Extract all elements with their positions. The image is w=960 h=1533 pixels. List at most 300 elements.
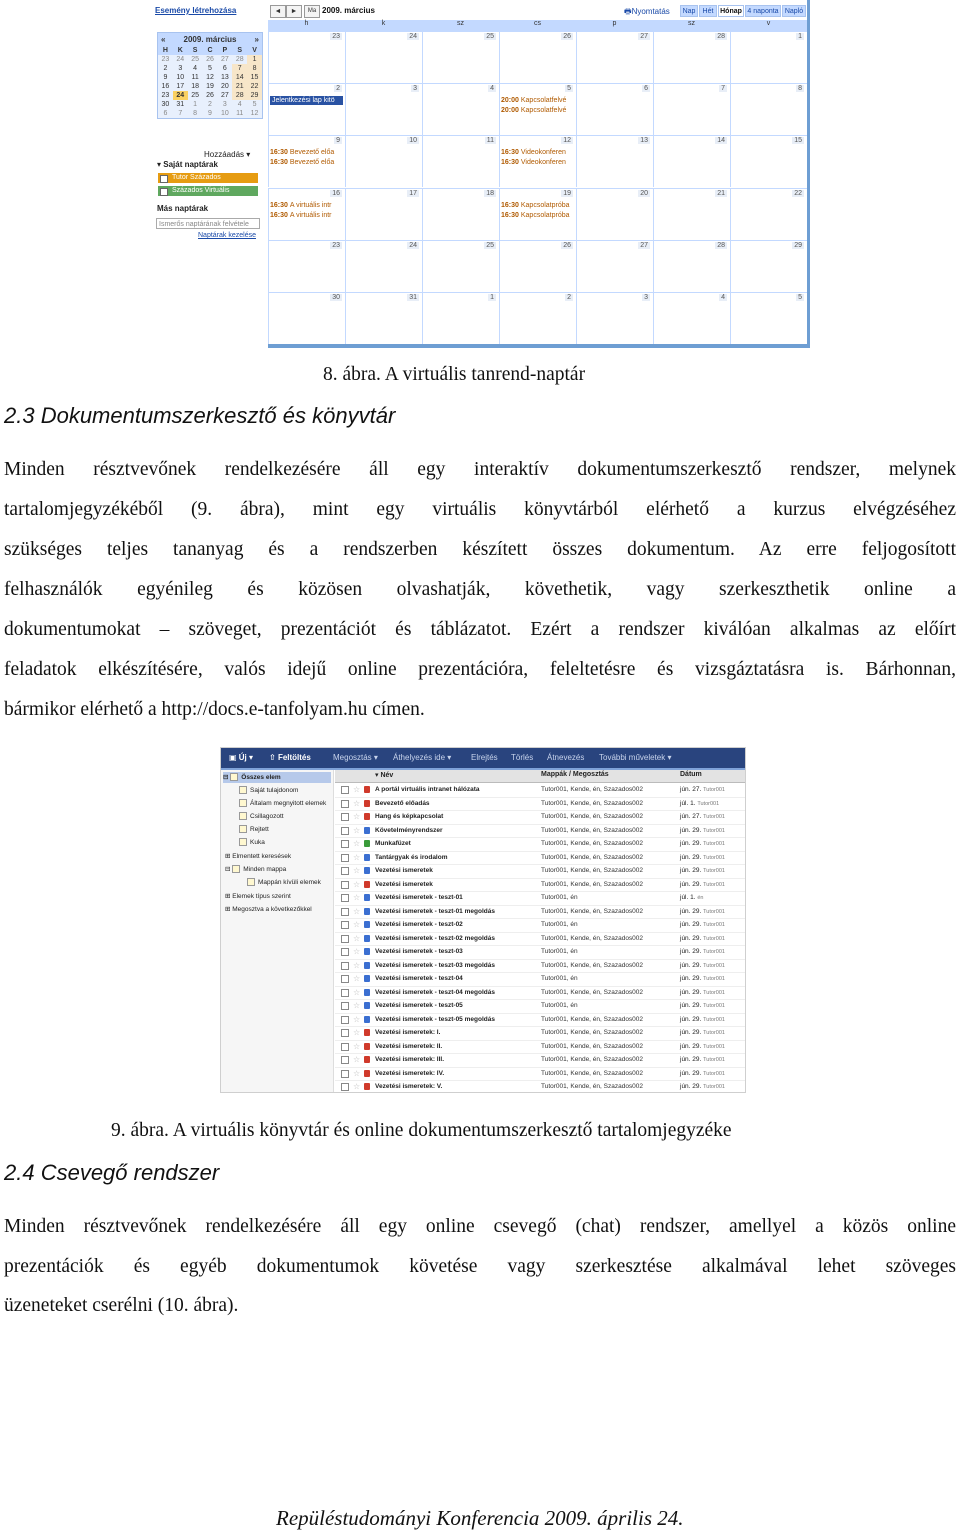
document-date <box>680 999 725 1013</box>
document-sharing: Tutor001, én <box>541 1002 578 1009</box>
day-cell[interactable] <box>422 83 499 135</box>
new-button[interactable]: ▣ Új ▾ <box>229 753 254 762</box>
table-row[interactable] <box>335 999 745 1014</box>
star-icon[interactable]: ☆ <box>353 906 361 916</box>
day-cell[interactable] <box>345 83 422 135</box>
table-row[interactable] <box>335 905 745 920</box>
mini-day[interactable]: 23 <box>161 92 170 99</box>
day-cell[interactable] <box>422 31 499 83</box>
star-icon[interactable]: ☆ <box>353 1041 361 1051</box>
own-calendars-label: Saját naptárak <box>163 160 218 169</box>
document-date <box>680 1080 725 1093</box>
day-cell[interactable] <box>576 83 653 135</box>
document-name[interactable]: Hang és képkapcsolat <box>375 813 444 820</box>
page-footer: Repüléstudományi Konferencia 2009. április 24. <box>276 1506 684 1530</box>
create-event-link[interactable]: Esemény létrehozása <box>155 6 237 15</box>
day-cell[interactable] <box>653 240 730 292</box>
move-to-button[interactable]: Áthelyezés ide ▾ <box>393 753 452 762</box>
next-month-button[interactable]: ► <box>286 5 302 18</box>
mini-day[interactable]: 4 <box>237 101 242 108</box>
star-icon[interactable]: ☆ <box>353 839 361 848</box>
document-name[interactable]: A portál virtuális intranet hálózata <box>375 786 480 793</box>
mini-day[interactable]: 2 <box>208 101 212 108</box>
mini-day[interactable]: 31 <box>176 101 185 108</box>
document-icon <box>364 894 370 901</box>
tree-item-all-folders[interactable] <box>225 864 286 875</box>
document-name[interactable]: Vezetési ismeretek: II. <box>375 1042 443 1050</box>
collapse-icon: ⊟ <box>223 774 231 781</box>
mini-day[interactable]: 29 <box>247 91 262 100</box>
day-cell[interactable] <box>730 83 807 135</box>
day-cell[interactable] <box>345 135 422 187</box>
day-number: 14 <box>717 137 725 145</box>
day-number: 21 <box>717 189 725 197</box>
table-row[interactable] <box>335 932 745 947</box>
own-calendars-heading[interactable]: ▾ Saját naptárak <box>157 160 218 169</box>
star-icon[interactable]: ☆ <box>353 933 361 943</box>
mini-day[interactable]: 1 <box>193 101 198 108</box>
tree-item-label: Elemek típus szerint <box>232 893 291 900</box>
calendar-event[interactable] <box>270 96 343 105</box>
folder-tree <box>221 770 334 1092</box>
modified-by: Tutor001 <box>703 1057 725 1063</box>
mini-day[interactable]: 28 <box>232 91 247 100</box>
column-folders[interactable]: Mappák / Megosztás <box>541 771 609 778</box>
mini-calendar <box>157 32 263 119</box>
table-row[interactable] <box>335 1080 745 1093</box>
date-value: jún. 27. <box>680 813 704 820</box>
mini-day[interactable]: 28 <box>235 56 244 63</box>
tree-item-hidden[interactable] <box>239 824 269 835</box>
tree-item-by-type[interactable] <box>225 891 291 902</box>
mini-day[interactable]: 9 <box>208 110 212 117</box>
mini-day[interactable]: 1 <box>247 55 262 64</box>
checkbox-icon[interactable] <box>341 935 349 943</box>
mini-day[interactable]: 13 <box>220 74 229 81</box>
day-cell[interactable] <box>730 135 807 187</box>
tree-item-shared-with[interactable] <box>225 904 312 915</box>
star-icon[interactable]: ☆ <box>353 798 361 808</box>
mini-day[interactable]: 12 <box>250 110 259 117</box>
day-cell[interactable] <box>730 240 807 292</box>
day-cell[interactable] <box>653 188 730 240</box>
star-icon[interactable]: ☆ <box>353 825 361 835</box>
star-icon[interactable]: ☆ <box>353 852 361 862</box>
day-cell[interactable] <box>653 31 730 83</box>
modified-by: Tutor001 <box>703 989 725 996</box>
star-icon[interactable]: ☆ <box>353 974 361 983</box>
star-icon[interactable]: ☆ <box>353 893 361 902</box>
mini-prev-button[interactable]: « <box>161 35 166 44</box>
star-icon[interactable]: ☆ <box>353 1082 361 1091</box>
checkbox-icon[interactable] <box>341 921 349 929</box>
day-cell[interactable] <box>345 31 422 83</box>
table-row[interactable] <box>335 945 745 960</box>
day-cell[interactable] <box>499 31 576 83</box>
checkbox-icon[interactable] <box>341 1056 349 1064</box>
mini-day[interactable]: 4 <box>193 65 198 72</box>
mini-day[interactable]: 5 <box>208 65 212 72</box>
mini-day[interactable]: 10 <box>220 110 229 117</box>
mini-day[interactable]: 7 <box>178 110 183 117</box>
table-row[interactable] <box>335 824 745 839</box>
document-date <box>680 783 725 797</box>
mini-day[interactable]: 9 <box>163 74 168 81</box>
calendar-event[interactable] <box>501 211 572 220</box>
checkbox-icon[interactable] <box>341 840 349 848</box>
add-calendar-label: Hozzáadás <box>204 150 245 159</box>
checkbox-icon[interactable] <box>341 962 349 970</box>
printer-icon: 🖶 <box>624 7 632 16</box>
mini-day[interactable]: 25 <box>191 92 200 99</box>
day-cell[interactable] <box>268 292 345 344</box>
share-button[interactable]: Megosztás ▾ <box>333 753 378 762</box>
mini-day[interactable]: 8 <box>193 110 198 117</box>
folder-icon <box>247 878 255 886</box>
table-row[interactable] <box>335 878 745 893</box>
tree-item-label: Rejtett <box>250 826 269 833</box>
day-cell[interactable] <box>345 292 422 344</box>
day-cell[interactable] <box>730 292 807 344</box>
day-number: 15 <box>794 137 802 145</box>
checkbox-icon[interactable] <box>341 894 349 902</box>
checkbox-icon[interactable] <box>160 188 168 196</box>
checkbox-icon[interactable] <box>341 1029 349 1037</box>
mini-day[interactable]: 25 <box>191 56 200 63</box>
star-icon[interactable]: ☆ <box>353 920 361 929</box>
add-calendar-dropdown[interactable]: Hozzáadás ▾ <box>204 150 251 159</box>
document-icon <box>364 975 370 982</box>
calendar-event[interactable] <box>501 148 572 157</box>
mini-day[interactable]: 2 <box>163 65 168 72</box>
mini-day[interactable]: 19 <box>206 83 214 90</box>
mini-day[interactable]: 11 <box>236 110 244 117</box>
modified-by: Tutor001 <box>703 935 725 942</box>
mini-day[interactable]: 6 <box>222 65 227 72</box>
day-number: 6 <box>644 85 648 93</box>
checkbox-icon[interactable] <box>341 948 349 956</box>
mini-day[interactable]: 27 <box>220 56 229 63</box>
day-number: 24 <box>409 241 417 249</box>
event-title: Videokonferen <box>520 149 566 157</box>
view-tab-day[interactable]: Nap <box>680 5 698 17</box>
mini-dow-label: P <box>217 46 232 55</box>
table-row[interactable] <box>335 797 745 812</box>
document-name[interactable]: Vezetési ismeretek - teszt-04 megoldás <box>375 988 495 996</box>
delete-button[interactable]: Törlés <box>511 753 534 762</box>
view-tab-4days[interactable]: 4 naponta <box>745 5 781 17</box>
document-name[interactable]: Vezetési ismeretek <box>375 867 433 874</box>
calendar-item-virtual[interactable] <box>158 186 258 196</box>
mini-day[interactable]: 26 <box>206 92 214 99</box>
mini-day[interactable]: 3 <box>222 101 227 108</box>
table-row[interactable] <box>335 1067 745 1082</box>
document-name[interactable]: Vezetési ismeretek - teszt-03 megoldás <box>375 961 495 969</box>
calendar-event[interactable] <box>270 201 341 210</box>
document-date <box>680 986 725 1000</box>
event-time: 16:30 <box>501 211 521 219</box>
view-tab-agenda[interactable]: Napló <box>782 5 806 17</box>
date-value: jún. 29. <box>680 880 704 888</box>
mini-day[interactable]: 5 <box>252 101 257 108</box>
document-name[interactable]: Vezetési ismeretek - teszt-01 <box>375 894 463 901</box>
mini-day[interactable]: 18 <box>191 83 200 90</box>
day-cell[interactable] <box>576 240 653 292</box>
day-number: 7 <box>721 85 725 93</box>
day-cell[interactable] <box>730 31 807 83</box>
day-cell[interactable] <box>499 292 576 344</box>
checkbox-icon[interactable] <box>341 1043 349 1051</box>
checkbox-icon[interactable] <box>341 800 349 808</box>
today-button[interactable]: Ma <box>304 5 320 18</box>
tree-item-trash[interactable] <box>239 837 265 848</box>
document-name[interactable]: Munkafüzet <box>375 840 411 847</box>
table-row[interactable] <box>335 891 745 906</box>
mini-day[interactable]: 27 <box>220 92 229 99</box>
modified-by: Tutor001 <box>703 814 725 820</box>
day-number: 23 <box>332 241 340 249</box>
document-name[interactable]: Vezetési ismeretek: V. <box>375 1083 443 1090</box>
calendar-event[interactable] <box>270 211 341 220</box>
day-cell[interactable] <box>576 31 653 83</box>
table-row[interactable] <box>335 783 745 798</box>
mini-day[interactable]: 10 <box>176 74 185 81</box>
mini-day[interactable]: 15 <box>247 73 262 82</box>
document-name[interactable]: Követelményrendszer <box>375 826 443 834</box>
star-icon[interactable]: ☆ <box>353 812 361 821</box>
weekday-header: k <box>345 20 422 31</box>
day-cell[interactable] <box>653 135 730 187</box>
weekday-header: sz <box>422 20 499 31</box>
mini-day[interactable]: 24 <box>176 56 185 63</box>
document-name[interactable]: Vezetési ismeretek - teszt-02 <box>375 921 463 928</box>
day-cell[interactable] <box>268 240 345 292</box>
star-icon[interactable]: ☆ <box>353 785 361 794</box>
mini-day[interactable]: 21 <box>232 82 247 91</box>
calendar-event[interactable] <box>501 96 572 105</box>
mini-day[interactable]: 20 <box>220 83 229 90</box>
upload-button[interactable] <box>269 752 311 764</box>
star-icon[interactable]: ☆ <box>353 879 361 889</box>
document-name[interactable]: Vezetési ismeretek <box>375 880 433 888</box>
tree-item-owned[interactable] <box>239 785 298 796</box>
document-sharing: Tutor001, Kende, én, Szazados002 <box>541 799 644 807</box>
table-row[interactable] <box>335 959 745 974</box>
day-cell[interactable] <box>576 135 653 187</box>
day-cell[interactable] <box>268 83 345 135</box>
day-cell[interactable] <box>576 188 653 240</box>
star-icon[interactable]: ☆ <box>353 987 361 997</box>
document-sharing: Tutor001, Kende, én, Szazados002 <box>541 934 644 942</box>
table-row[interactable] <box>335 972 745 987</box>
checkbox-icon[interactable] <box>341 989 349 997</box>
mini-day[interactable]: 6 <box>163 110 168 117</box>
document-name[interactable]: Tantárgyak és irodalom <box>375 853 448 861</box>
checkbox-icon[interactable] <box>341 827 349 835</box>
date-value: jún. 29. <box>680 853 704 861</box>
tree-item-unfiled[interactable] <box>247 877 321 888</box>
day-cell[interactable] <box>268 31 345 83</box>
star-icon[interactable]: ☆ <box>353 947 361 956</box>
checkbox-icon[interactable] <box>341 867 349 875</box>
date-value: jún. 29. <box>680 961 704 969</box>
document-icon <box>364 1043 370 1050</box>
star-icon[interactable]: ☆ <box>353 1028 361 1037</box>
print-link[interactable] <box>624 6 670 20</box>
add-other-calendar-input[interactable]: Ismerős naptárának felvétele <box>156 218 260 229</box>
document-date <box>680 1053 725 1067</box>
checkbox-icon[interactable] <box>341 854 349 862</box>
day-cell[interactable] <box>422 188 499 240</box>
calendar-event[interactable] <box>270 148 341 157</box>
column-name-label: Név <box>380 772 394 779</box>
document-sharing: Tutor001, Kende, én, Szazados002 <box>541 786 644 793</box>
star-icon[interactable]: ☆ <box>353 866 361 875</box>
document-name[interactable]: Vezetési ismeretek - teszt-05 megoldás <box>375 1015 495 1023</box>
day-number: 2 <box>336 85 340 93</box>
document-name[interactable]: Vezetési ismeretek - teszt-03 <box>375 948 463 955</box>
mini-calendar-header <box>158 33 262 46</box>
prev-month-button[interactable]: ◄ <box>270 5 286 18</box>
day-cell[interactable] <box>653 292 730 344</box>
day-cell[interactable] <box>345 188 422 240</box>
day-cell[interactable] <box>730 188 807 240</box>
mini-day[interactable]: 23 <box>161 56 170 63</box>
mini-day[interactable]: 16 <box>161 83 170 90</box>
column-date[interactable]: Dátum <box>680 771 702 778</box>
star-icon[interactable]: ☆ <box>353 1068 361 1078</box>
tree-item-all[interactable] <box>223 772 331 783</box>
view-tab-week[interactable]: Hét <box>699 5 717 17</box>
document-name[interactable]: Vezetési ismeretek: I. <box>375 1029 441 1036</box>
checkbox-icon[interactable] <box>341 975 349 983</box>
calendar-event[interactable] <box>501 106 572 115</box>
calendar-event[interactable] <box>501 158 572 167</box>
other-calendars-heading[interactable]: Más naptárak <box>157 204 209 213</box>
day-number: 18 <box>486 189 494 197</box>
calendar-event[interactable] <box>501 201 572 210</box>
document-name[interactable]: Vezetési ismeretek: III. <box>375 1056 445 1063</box>
weekday-header: sz <box>653 20 730 31</box>
document-name[interactable]: Vezetési ismeretek - teszt-05 <box>375 1002 463 1009</box>
day-number: 23 <box>332 33 340 40</box>
column-name[interactable] <box>375 771 393 779</box>
mini-day[interactable]: 22 <box>247 82 262 91</box>
mini-day[interactable]: 14 <box>232 73 247 82</box>
table-row[interactable] <box>335 1013 745 1028</box>
mini-day[interactable]: 17 <box>176 83 185 90</box>
calendar-event[interactable] <box>270 158 341 167</box>
document-icon <box>364 935 370 942</box>
document-sharing: Tutor001, Kende, én, Szazados002 <box>541 1029 644 1036</box>
table-row[interactable] <box>335 851 745 866</box>
day-cell[interactable] <box>422 240 499 292</box>
tree-item-opened[interactable] <box>239 798 326 809</box>
day-cell[interactable] <box>422 292 499 344</box>
day-cell[interactable] <box>576 292 653 344</box>
document-icon <box>364 908 370 915</box>
upload-icon: ⇧ <box>269 753 278 762</box>
calendar-item-tutor[interactable] <box>158 173 258 183</box>
more-actions-button[interactable]: További műveletek ▾ <box>599 753 672 762</box>
event-time: 16:30 <box>501 201 521 209</box>
star-icon[interactable]: ☆ <box>353 1055 361 1064</box>
rename-button[interactable]: Átnevezés <box>547 753 585 762</box>
date-value: jún. 29. <box>680 1015 704 1023</box>
modified-by: Tutor001 <box>703 854 725 861</box>
tree-item-starred[interactable] <box>239 811 284 822</box>
day-cell[interactable] <box>422 135 499 187</box>
checkbox-icon[interactable] <box>341 813 349 821</box>
checkbox-icon[interactable] <box>341 1070 349 1078</box>
view-tab-month[interactable]: Hónap <box>718 5 744 17</box>
checkbox-icon[interactable] <box>341 1016 349 1024</box>
table-row[interactable] <box>335 1026 745 1041</box>
table-row[interactable] <box>335 918 745 933</box>
mini-next-button[interactable]: » <box>254 35 259 44</box>
checkbox-icon[interactable] <box>160 175 168 183</box>
date-value: jún. 29. <box>680 1002 704 1009</box>
manage-calendars-link[interactable]: Naptárak kezelése <box>198 232 256 239</box>
mini-day[interactable]: 12 <box>206 74 214 81</box>
document-name[interactable]: Vezetési ismeretek - teszt-01 megoldás <box>375 907 495 915</box>
table-row[interactable] <box>335 837 745 852</box>
document-date <box>680 1026 725 1040</box>
table-row[interactable] <box>335 1040 745 1055</box>
document-name[interactable]: Vezetési ismeretek - teszt-04 <box>375 975 463 982</box>
star-icon[interactable]: ☆ <box>353 1014 361 1024</box>
checkbox-icon[interactable] <box>341 881 349 889</box>
document-name[interactable]: Vezetési ismeretek: IV. <box>375 1069 445 1077</box>
date-value: jún. 27. <box>680 786 704 793</box>
weekday-header: p <box>576 20 653 31</box>
mini-day[interactable]: 30 <box>161 101 170 108</box>
document-date <box>680 918 725 932</box>
document-date <box>680 905 725 919</box>
modified-by: Tutor001 <box>703 1030 725 1036</box>
docs-screenshot <box>220 747 746 1093</box>
mini-day[interactable]: 3 <box>178 65 183 72</box>
hide-button[interactable]: Elrejtés <box>471 753 498 762</box>
table-row[interactable] <box>335 810 745 825</box>
checkbox-icon[interactable] <box>341 1002 349 1010</box>
star-icon[interactable]: ☆ <box>353 960 361 970</box>
table-row[interactable] <box>335 986 745 1001</box>
document-icon <box>364 881 370 888</box>
mini-day[interactable]: 24 <box>173 91 188 100</box>
document-name[interactable]: Bevezető előadás <box>375 799 430 807</box>
document-date <box>680 851 725 865</box>
checkbox-icon[interactable] <box>341 786 349 794</box>
tree-item-saved-searches[interactable] <box>225 851 291 862</box>
day-cell[interactable] <box>345 240 422 292</box>
document-name[interactable]: Vezetési ismeretek - teszt-02 megoldás <box>375 934 495 942</box>
mini-day[interactable]: 26 <box>206 56 214 63</box>
star-icon[interactable]: ☆ <box>353 1001 361 1010</box>
table-row[interactable] <box>335 864 745 879</box>
mini-day[interactable]: 8 <box>247 64 262 73</box>
checkbox-icon[interactable] <box>341 908 349 916</box>
document-date <box>680 972 725 986</box>
mini-day[interactable]: 11 <box>191 74 199 81</box>
day-cell[interactable] <box>499 240 576 292</box>
event-title: A virtuális intr <box>289 201 332 209</box>
checkbox-icon[interactable] <box>341 1083 349 1091</box>
table-row[interactable] <box>335 1053 745 1068</box>
day-cell[interactable] <box>653 83 730 135</box>
new-icon: ▣ <box>229 753 239 762</box>
mini-day[interactable]: 7 <box>232 64 247 73</box>
